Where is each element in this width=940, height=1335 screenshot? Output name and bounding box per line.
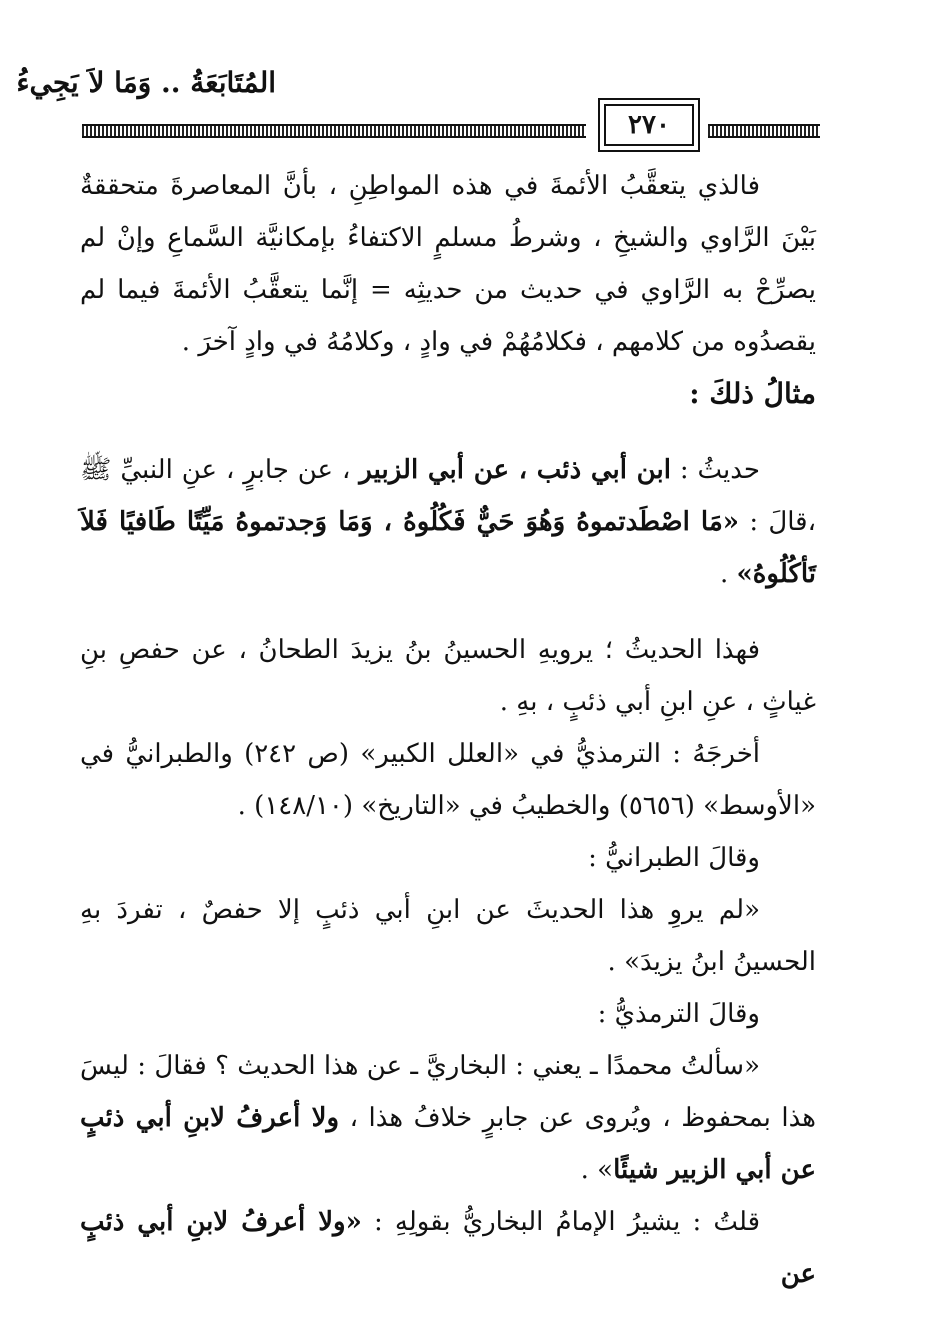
paragraph-takhrij: أخرجَهُ : الترمذيُّ في «العلل الكبير» (ص ٢٤٢) والطبرانيُّ في «الأوسط» (٥٦٥٦) والخطيبُ في «التاريخ» (١٤٨/١٠) .: [80, 739, 816, 821]
tabarani-quote: «لم يروِ هذا الحديثَ عن ابنِ أبي ذئبٍ إلا حفصٌ ، تفردَ بهِ الحسينُ ابنُ يزيدَ» .: [80, 895, 816, 977]
header-rule-left: [82, 124, 586, 138]
tirmidhi-quote-bold: ولا أعرفُ لابنِ أبي ذئبٍ عن أبي الزبير شيئًا: [80, 1103, 816, 1185]
commentary-text: قلتُ : يشيرُ الإمامُ البخاريُّ بقولِهِ :: [361, 1207, 760, 1237]
hadith-intro: حديثُ :: [670, 455, 760, 485]
hadith-end: .: [720, 559, 737, 589]
hadith-paragraph: [80, 444, 816, 600]
header-rule-right: [708, 124, 820, 138]
paragraph-narration: فهذا الحديثُ ؛ يرويهِ الحسينُ بنُ يزيدَ الطحانُ ، عن حفصِ بنِ غياثٍ ، عنِ ابنِ أبي ذئبٍ ، بهِ .: [80, 635, 816, 717]
running-header-title: المُتَابَعَةُ .. وَمَا لاَ يَجِيءُ: [16, 66, 276, 99]
example-heading: مثالُ ذلكَ :: [689, 377, 816, 410]
hadith-text: «مَا اصْطَدتموهُ وَهُوَ حَيٌّ فَكُلُوهُ ، وَمَا وَجدتموهُ مَيِّتًا طَافيًا فَلاَ تَأكُلُوهُ»: [80, 507, 816, 589]
tirmidhi-intro: وقالَ الترمذيُّ :: [597, 999, 760, 1029]
commentary-paragraph: [80, 1196, 816, 1300]
tabarani-intro: وقالَ الطبرانيُّ :: [588, 843, 760, 873]
page-number: ٢٧٠: [598, 98, 700, 152]
paragraph-1: فالذي يتعقَّبُ الأئمةَ في هذه المواطِنِ ، بأنَّ المعاصرةَ متحققةٌ بَيْنَ الرَّاوي والشيخِ ، وشرطُ مسلمٍ الاكتفاءُ بإمكانيَّة السَّماعِ وإنْ لم يصرِّحْ به الرَّاوي في حديث من حديثِه = إنَّما يتعقَّبُ الأئمةَ فيما لم يقصدُوه من كلامهم ، فكلامُهُمْ في وادٍ ، وكلامُهُ في وادٍ آخرَ .: [80, 171, 816, 357]
hadith-chain: ابن أبي ذئب ، عن أبي الزبير: [359, 455, 671, 485]
commentary-bold: «ولا أعرفُ لابنِ أبي ذئبٍ عن: [80, 1207, 816, 1289]
tirmidhi-quote: [80, 1040, 816, 1196]
hadith-chain-rest: ، عن جابرٍ ، عنِ النبيِّ ﷺ ،قالَ :: [80, 455, 816, 537]
page-body: [80, 160, 816, 1300]
tirmidhi-quote-text: «سألتُ محمدًا ـ يعني : البخاريَّ ـ عن هذا الحديث ؟ فقالَ : ليسَ هذا بمحفوظ ، ويُروى عن جابرٍ خلافُ هذا ،: [80, 1051, 816, 1133]
tirmidhi-quote-end: » .: [580, 1155, 614, 1185]
